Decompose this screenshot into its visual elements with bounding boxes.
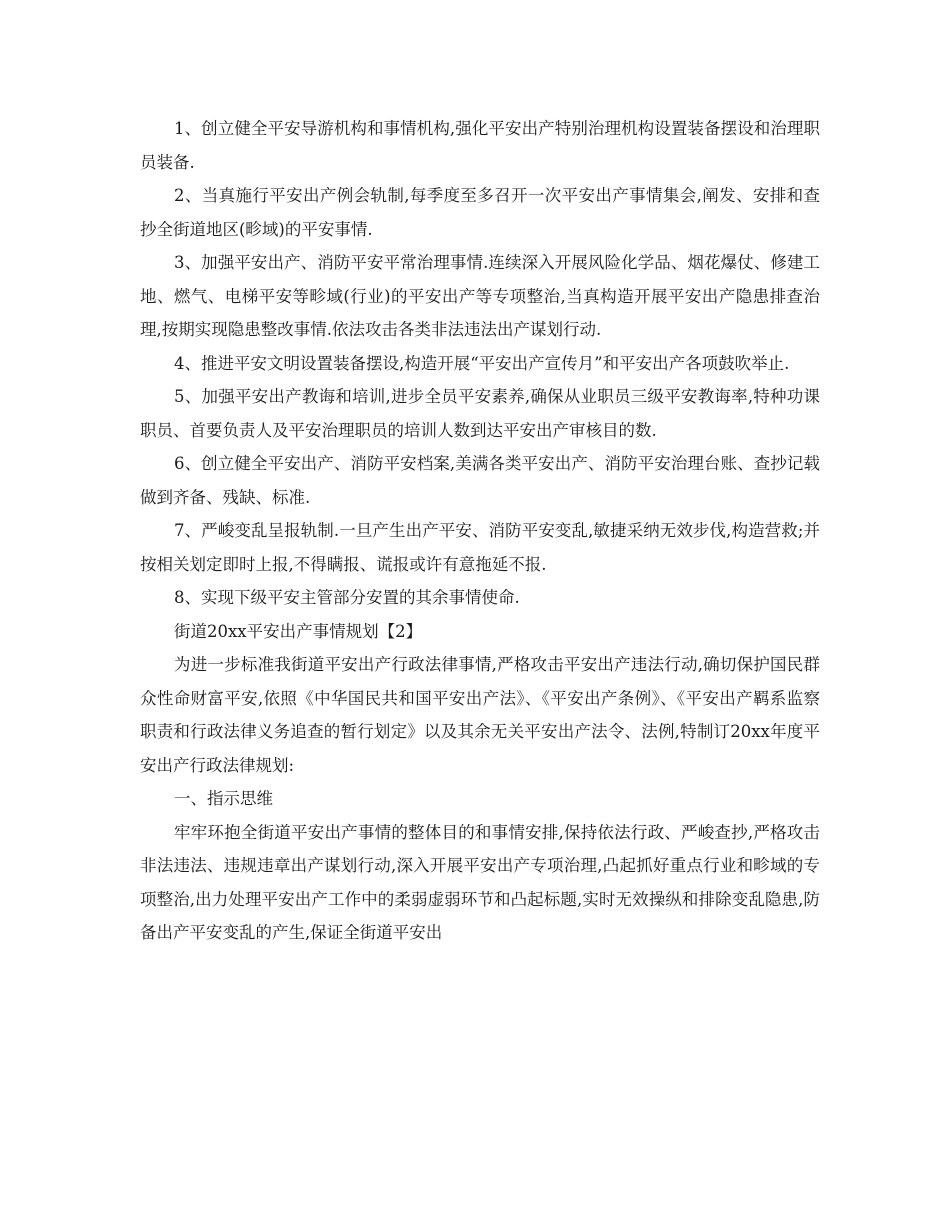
paragraph-item-4: 4、推进平安文明设置装备摆设,构造开展“平安出产宣传月”和平安出产各项鼓吹举止.	[174, 353, 790, 373]
paragraph-item-6: 6、创立健全平安出产、消防平安档案,美满各类平安出产、消防平安治理台账、查抄记载做到齐备、残缺、标准.	[140, 454, 820, 507]
intro-paragraph: 为进一步标准我街道平安出产行政法律事情,严格攻击平安出产违法行动,确切保护国民群众性命财富平安,依照《中华国民共和国平安出产法》、《平安出产条例》、《平安出产羁系监察职责和行政法律义务追查的暂行划定》以及其余无关平安出产法令、法例,特制订20xx年度平安出产行政法律规划:	[140, 655, 820, 775]
paragraph-item-8: 8、实现下级平安主管部分安置的其余事情使命.	[174, 588, 520, 607]
document-page	[140, 112, 820, 950]
paragraph-item-1: 1、创立健全平安导游机构和事情机构,强化平安出产特别治理机构设置装备摆设和治理职员装备.	[140, 119, 820, 172]
paragraph-item-7: 7、严峻变乱呈报轨制.一旦产生出产平安、消防平安变乱,敏捷采纳无效步伐,构造营救;并按相关划定即时上报,不得瞒报、谎报或许有意拖延不报.	[140, 521, 820, 574]
paragraph-item-5: 5、加强平安出产教诲和培训,进步全员平安素养,确保从业职员三级平安教诲率,特种功课职员、首要负责人及平安治理职员的培训人数到达平安出产审核目的数.	[140, 387, 820, 440]
section-heading: 街道20xx平安出产事情规划【2】	[174, 621, 423, 641]
guiding-thought-paragraph: 牢牢环抱全街道平安出产事情的整体目的和事情安排,保持依法行政、严峻查抄,严格攻击非法违法、违规违章出产谋划行动,深入开展平安出产专项治理,凸起抓好重点行业和畛域的专项整治,出力处理平安出产工作中的柔弱虚弱环节和凸起标题,实时无效操纵和排除变乱隐患,防备出产平安变乱的产生,保证全街道平安出	[140, 822, 820, 942]
paragraph-item-3: 3、加强平安出产、消防平安平常治理事情.连续深入开展风险化学品、烟花爆仗、修建工地、燃气、电梯平安等畛域(行业)的平安出产等专项整治,当真构造开展平安出产隐患排查治理,按期实现隐患整改事情.依法攻击各类非法违法出产谋划行动.	[140, 253, 820, 339]
subsection-heading: 一、指示思维	[174, 789, 273, 808]
paragraph-item-2: 2、当真施行平安出产例会轨制,每季度至多召开一次平安出产事情集会,阐发、安排和查抄全街道地区(畛域)的平安事情.	[140, 186, 820, 239]
